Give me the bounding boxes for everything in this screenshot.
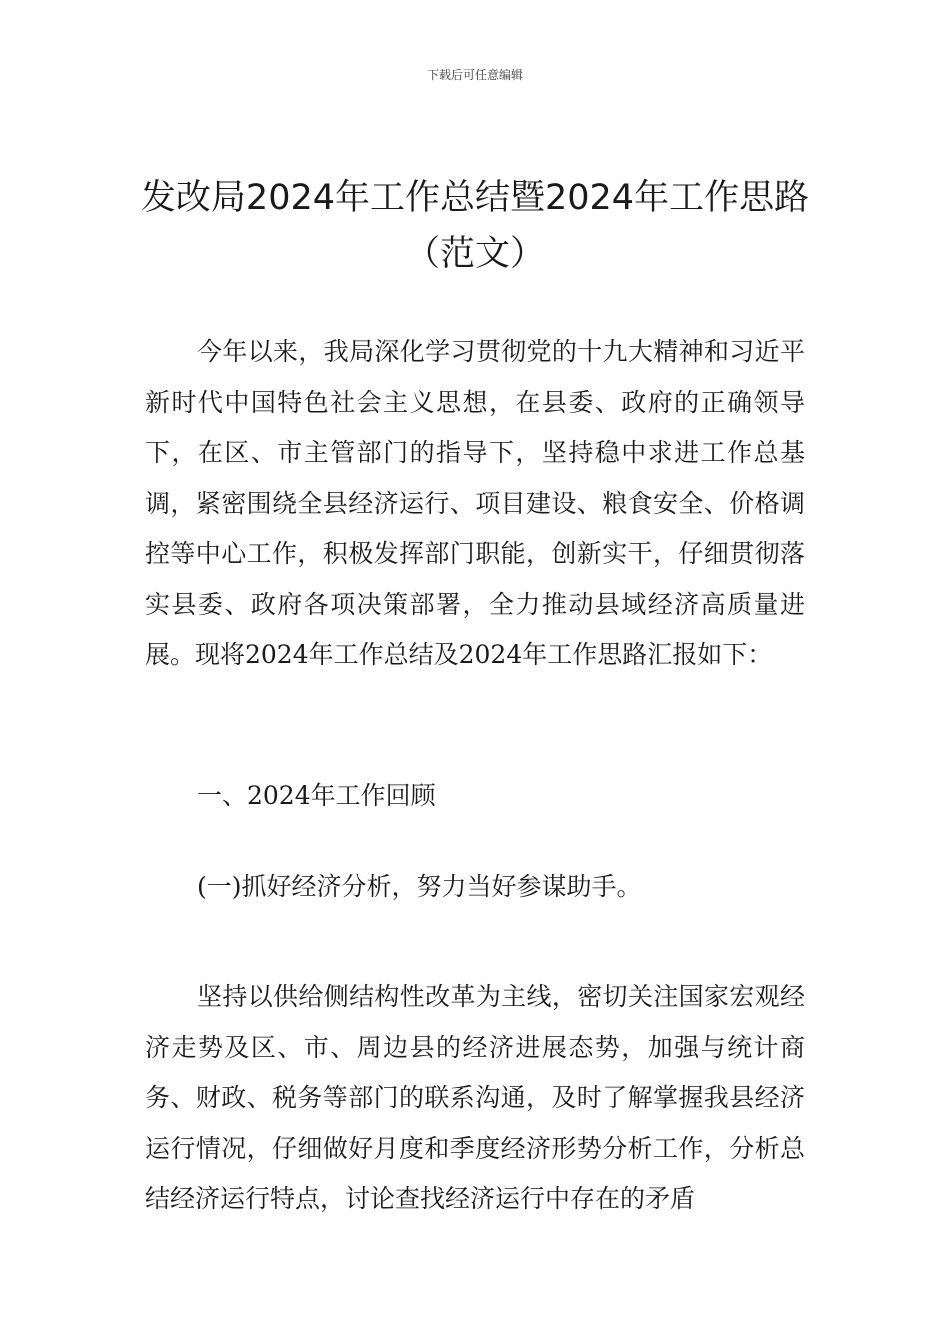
- document-title: 发改局2024年工作总结暨2024年工作思路（范文）: [140, 178, 810, 274]
- body-paragraph: 坚持以供给侧结构性改革为主线，密切关注国家宏观经济走势及区、市、周边县的经济进展态势，加强与统计商务、财政、税务等部门的联系沟通，及时了解掌握我县经济运行情况，仔细做好月度和季度经济形势分析工作，分析总结经济运行特点，讨论查找经济运行中存在的矛盾: [145, 982, 805, 1213]
- header-note: 下载后可任意编辑: [426, 68, 523, 82]
- subsection-heading: (一)抓好经济分析，努力当好参谋助手。: [197, 872, 642, 901]
- section-heading: 一、2024年工作回顾: [197, 781, 436, 810]
- intro-paragraph: 今年以来，我局深化学习贯彻党的十九大精神和习近平新时代中国特色社会主义思想，在县委、政府的正确领导下，在区、市主管部门的指导下，坚持稳中求进工作总基调，紧密围绕全县经济运行、项目建设、粮食安全、价格调控等中心工作，积极发挥部门职能，创新实干，仔细贯彻落实县委、政府各项决策部署，全力推动县域经济高质量进展。现将2024年工作总结及2024年工作思路汇报如下：: [145, 337, 805, 669]
